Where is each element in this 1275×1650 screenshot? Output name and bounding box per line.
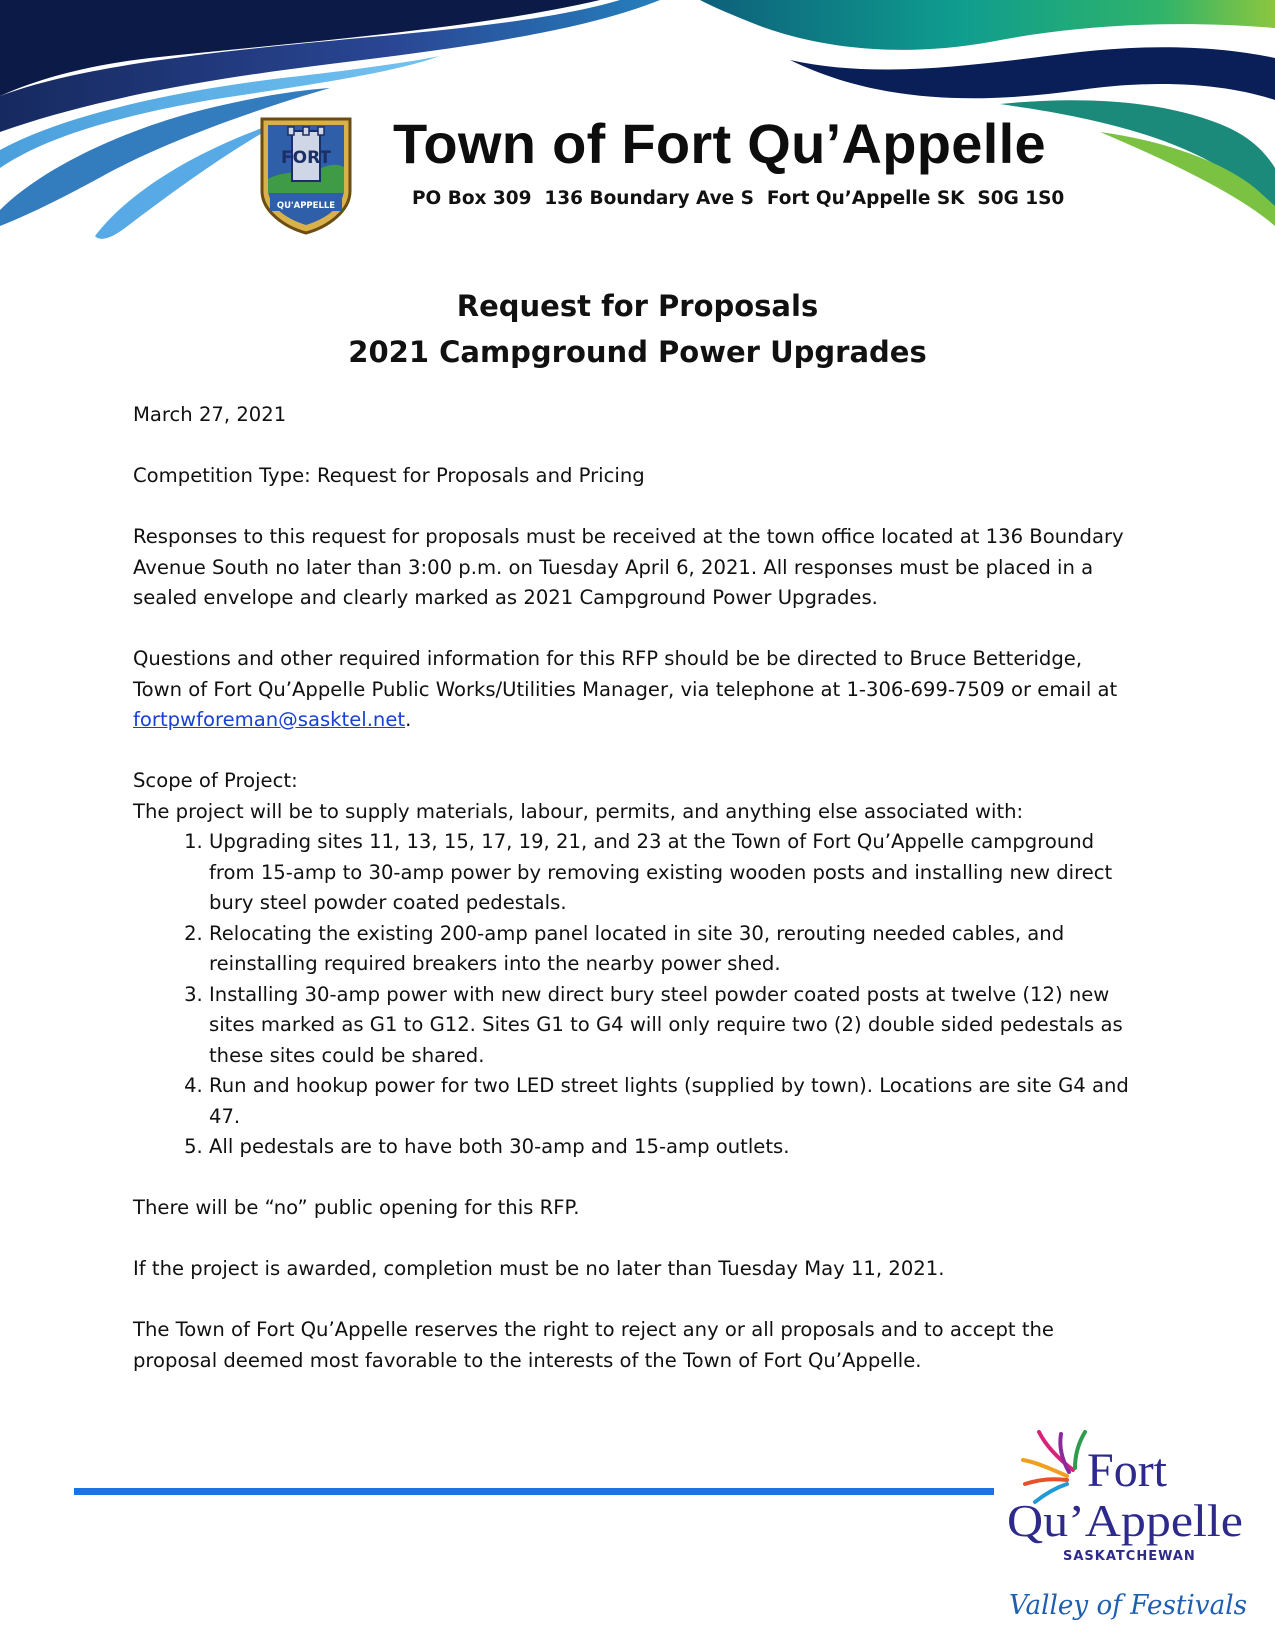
svg-text:FORT: FORT xyxy=(281,148,331,168)
reservation-note: The Town of Fort Qu’Appelle reserves the right to reject any or all proposals and to accept the proposal deemed most favorable to the interests of the Town of Fort Qu’Appelle. xyxy=(133,1318,1054,1372)
footer-divider xyxy=(74,1488,994,1495)
logo-quappelle-text: Qu’Appelle xyxy=(1007,1495,1243,1546)
public-opening-note: There will be “no” public opening for this RFP. xyxy=(133,1196,580,1219)
completion-note: If the project is awarded, completion must be no later than Tuesday May 11, 2021. xyxy=(133,1257,945,1280)
title-line-1: Request for Proposals xyxy=(456,289,819,323)
scope-list xyxy=(133,827,1133,1163)
contact-email-link[interactable]: fortpwforeman@sasktel.net xyxy=(133,708,406,731)
document-title xyxy=(0,283,1275,375)
title-line-2: 2021 Campground Power Upgrades xyxy=(348,335,927,369)
firework-burst-icon xyxy=(1023,1432,1085,1502)
fort-quappelle-festivals-logo xyxy=(1005,1418,1255,1633)
scope-intro: The project will be to supply materials, labour, permits, and anything else associated with: xyxy=(133,799,1024,823)
questions-end: . xyxy=(405,708,412,731)
svg-text:QU'APPELLE: QU'APPELLE xyxy=(276,201,336,211)
scope-item: 1. Upgrading sites 11, 13, 15, 17, 19, 21, and 23 at the Town of Fort Qu’Appelle campground from 15-amp to 30-amp power by removing existing wooden posts and installing new direct bury steel powder coated pedestals. xyxy=(209,827,1133,919)
town-address: PO Box 309 136 Boundary Ave S Fort Qu’Appelle SK S0G 1S0 xyxy=(412,188,1065,209)
letter-body xyxy=(133,400,1133,1407)
logo-region-text: SASKATCHEWAN xyxy=(1063,1549,1196,1564)
logo-tagline-text: Valley of Festivals xyxy=(1009,1590,1247,1621)
town-name-heading: Town of Fort Qu’Appelle xyxy=(393,112,1046,175)
logo-fort-text: Fort xyxy=(1087,1444,1168,1497)
scope-item: 5. All pedestals are to have both 30-amp and 15-amp outlets. xyxy=(209,1132,1133,1163)
scope-item: 4. Run and hookup power for two LED street lights (supplied by town). Locations are site G4 and 47. xyxy=(209,1071,1133,1132)
letter-date: March 27, 2021 xyxy=(133,403,287,426)
responses-paragraph: Responses to this request for proposals must be received at the town office located at 136 Boundary Avenue South no later than 3:00 p.m. on Tuesday April 6, 2021. All responses must be placed in a sealed envelope and clearly marked as 2021 Campground Power Upgrades. xyxy=(133,525,1124,609)
questions-paragraph xyxy=(133,644,1133,736)
scope-item: 2. Relocating the existing 200-amp panel located in site 30, rerouting needed cables, and reinstalling required breakers into the nearby power shed. xyxy=(209,919,1133,980)
town-crest-logo xyxy=(254,113,358,235)
competition-type: Competition Type: Request for Proposals and Pricing xyxy=(133,464,645,487)
scope-heading: Scope of Project: xyxy=(133,769,298,792)
scope-item: 3. Installing 30-amp power with new direct bury steel powder coated posts at twelve (12) new sites marked as G1 to G12. Sites G1 to G4 will only require two (2) double sided pedestals as these sites could be shared. xyxy=(209,980,1133,1072)
questions-text: Questions and other required information for this RFP should be be directed to Bruce Betteridge, Town of Fort Qu’Appelle Public Works/Utilities Manager, via telephone at 1-306-699-7509 or email at xyxy=(133,647,1118,701)
